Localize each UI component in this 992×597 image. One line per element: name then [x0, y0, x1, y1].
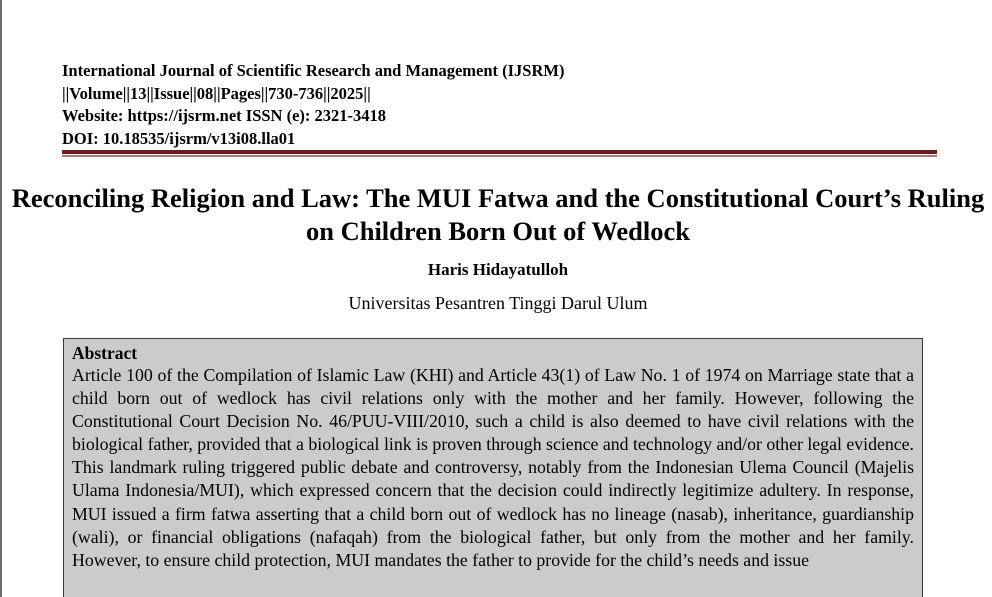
header-rule-light [62, 155, 937, 157]
journal-issue-info: ||Volume||13||Issue||08||Pages||730-736||2025|| [62, 83, 371, 103]
journal-name: International Journal of Scientific Research and Management (IJSRM) [62, 61, 565, 80]
journal-doi: DOI: 10.18535/ijsrm/v13i08.lla01 [62, 128, 296, 148]
journal-website-issn: Website: https://ijsrm.net ISSN (e): 2321-3418 [62, 106, 387, 125]
journal-header [62, 60, 942, 150]
paper-title: Reconciling Religion and Law: The MUI Fatwa and the Constitutional Court’s Ruling on Children Born Out of Wedlock [11, 183, 985, 246]
abstract-text: Article 100 of the Compilation of Islamic Law (KHI) and Article 43(1) of Law No. 1 of 1974 on Marriage state that a child born out of wedlock has civil relations only with the mother and her family. However, following the Constitutional Court Decision No. 46/PUU-VIII/2010, such a child is also deemed to have civil relations with the biological father, provided that a biological link is proven through science and technology and/or other legal evidence. This landmark ruling triggered public debate and controversy, notably from the Indonesian Ulema Council (Majelis Ulama Indonesia/MUI), which expressed concern that the decision could indirectly legitimize adultery. In response, MUI issued a firm fatwa asserting that a child born out of wedlock has no lineage (nasab), inheritance, guardianship (wali), or financial obligations (nafaqah) from the biological father, but only from the mother and her family. However, to ensure child protection, MUI mandates the father to provide for the child’s needs and issue [72, 365, 914, 570]
paper-affiliation: Universitas Pesantren Tinggi Darul Ulum [348, 293, 648, 313]
header-rule-dark [62, 150, 937, 154]
paper-author: Haris Hidayatulloh [427, 260, 569, 279]
abstract-heading: Abstract [72, 343, 138, 363]
abstract-box [63, 338, 923, 597]
